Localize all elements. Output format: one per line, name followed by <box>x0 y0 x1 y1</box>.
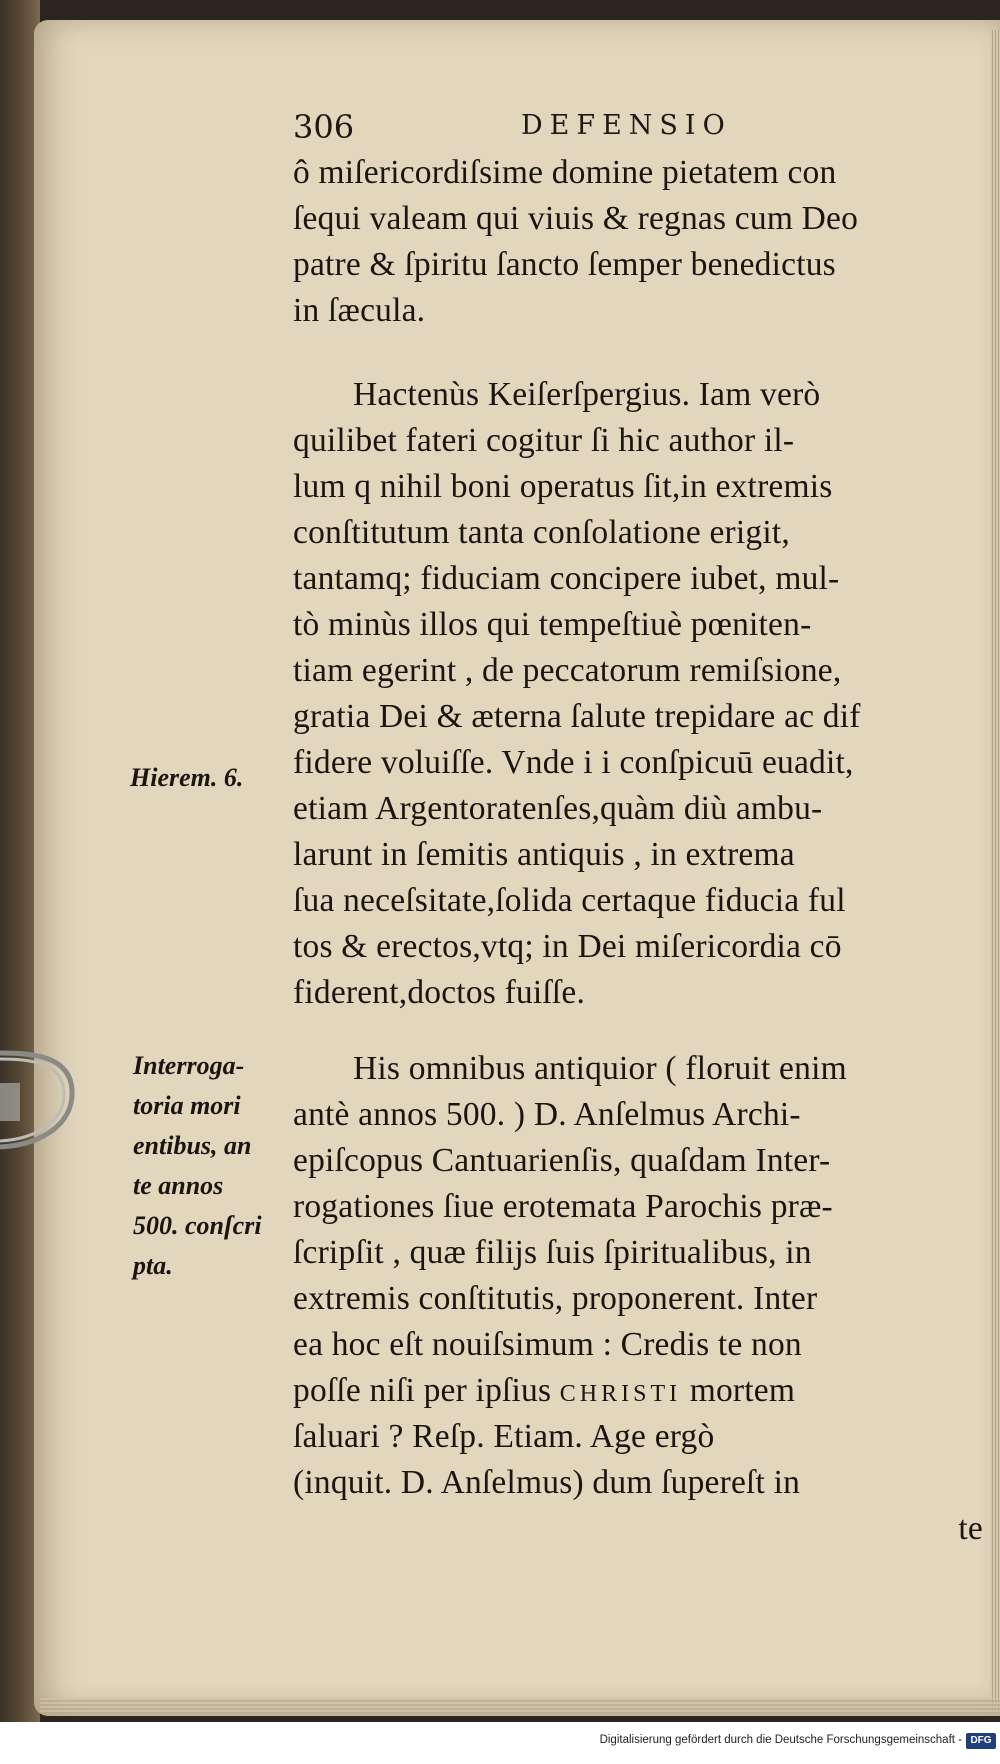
text-line: gratia Dei & æterna ſalute trepidare ac dif <box>293 698 861 735</box>
paragraph-2 <box>293 372 983 1016</box>
funding-credit: Digitalisierung gefördert durch die Deutsche Forschungsgemeinschaft - <box>599 1734 962 1746</box>
marginal-line: te annos <box>133 1171 224 1200</box>
text-line: antè annos 500. ) D. Anſelmus Archi- <box>293 1096 801 1133</box>
text-line: ſaluari ? Reſp. Etiam. Age ergò <box>293 1418 715 1455</box>
marginal-note-hierem <box>130 758 243 798</box>
text-line: ſequi valeam qui viuis & regnas cum Deo <box>293 200 859 237</box>
dfg-logo: DFG <box>966 1733 996 1749</box>
running-title: DEFENSIO <box>521 110 732 141</box>
marginal-line: toria mori <box>133 1091 241 1120</box>
text-line: etiam Argentoratenſes,quàm diù ambu- <box>293 790 823 827</box>
christi-small-caps: CHRISTI <box>559 1381 682 1407</box>
running-head <box>293 108 773 148</box>
marginal-line: entibus, an <box>133 1131 252 1160</box>
paragraph-1 <box>293 150 983 334</box>
text-line: tantamq; fiduciam concipere iubet, mul- <box>293 560 840 597</box>
marginal-line: pta. <box>133 1251 173 1280</box>
text-line: patre & ſpiritu ſancto ſemper benedictus <box>293 246 836 283</box>
marginal-line: 500. conſcri <box>133 1211 262 1240</box>
catchword: te <box>958 1510 983 1547</box>
marginal-line: Interroga- <box>133 1051 245 1080</box>
text-line: ô miſericordiſsime domine pietatem con <box>293 154 837 191</box>
text-line <box>293 1368 983 1414</box>
text-line: fidere voluiſſe. Vnde i i conſpicuū euadit, <box>293 744 854 781</box>
marginal-line: Hierem. 6. <box>130 763 244 792</box>
text-line: conſtitutum tanta conſolatione erigit, <box>293 514 790 551</box>
page-bottom-edge <box>40 1698 1000 1714</box>
text-segment: poſſe niſi per ipſius <box>293 1372 552 1409</box>
text-line: ſcripſit , quæ filijs ſuis ſpiritualibus, in <box>293 1234 812 1271</box>
text-line: lum q nihil boni operatus ſit,in extremis <box>293 468 833 505</box>
text-line: in ſæcula. <box>293 292 426 329</box>
text-line: quilibet fateri cogitur ſi hic author il- <box>293 422 795 459</box>
page-fore-edge <box>990 30 1000 1710</box>
text-line: fiderent,doctos fuiſſe. <box>293 974 586 1011</box>
text-segment: mortem <box>689 1372 796 1409</box>
text-line: epiſcopus Cantuarienſis, quaſdam Inter- <box>293 1142 831 1179</box>
main-text <box>293 150 983 1552</box>
marginal-note-interrogatoria <box>133 1046 262 1286</box>
text-line: (inquit. D. Anſelmus) dum ſupereſt in <box>293 1464 801 1501</box>
text-line: tiam egerint , de peccatorum remiſsione, <box>293 652 842 689</box>
text-line: larunt in ſemitis antiquis , in extrema <box>293 836 795 873</box>
text-line: tò minùs illos qui tempeſtiuè pœniten- <box>293 606 812 643</box>
text-line: Hactenùs Keiſerſpergius. Iam verò <box>353 376 821 413</box>
footer-bar <box>0 1722 1000 1764</box>
text-line: ea hoc eſt nouiſsimum : Credis te non <box>293 1326 802 1363</box>
bookmark-ribbon <box>0 1045 80 1155</box>
text-line: His omnibus antiquior ( floruit enim <box>353 1050 847 1087</box>
page-number: 306 <box>293 108 355 146</box>
text-line: extremis conſtitutis, proponerent. Inter <box>293 1280 818 1317</box>
text-line: ſua neceſsitate,ſolida certaque fiducia ful <box>293 882 846 919</box>
text-line: rogationes ſiue erotemata Parochis præ- <box>293 1188 833 1225</box>
paragraph-3 <box>293 1046 983 1552</box>
text-line: tos & erectos,vtq; in Dei miſericordia cō <box>293 928 842 965</box>
